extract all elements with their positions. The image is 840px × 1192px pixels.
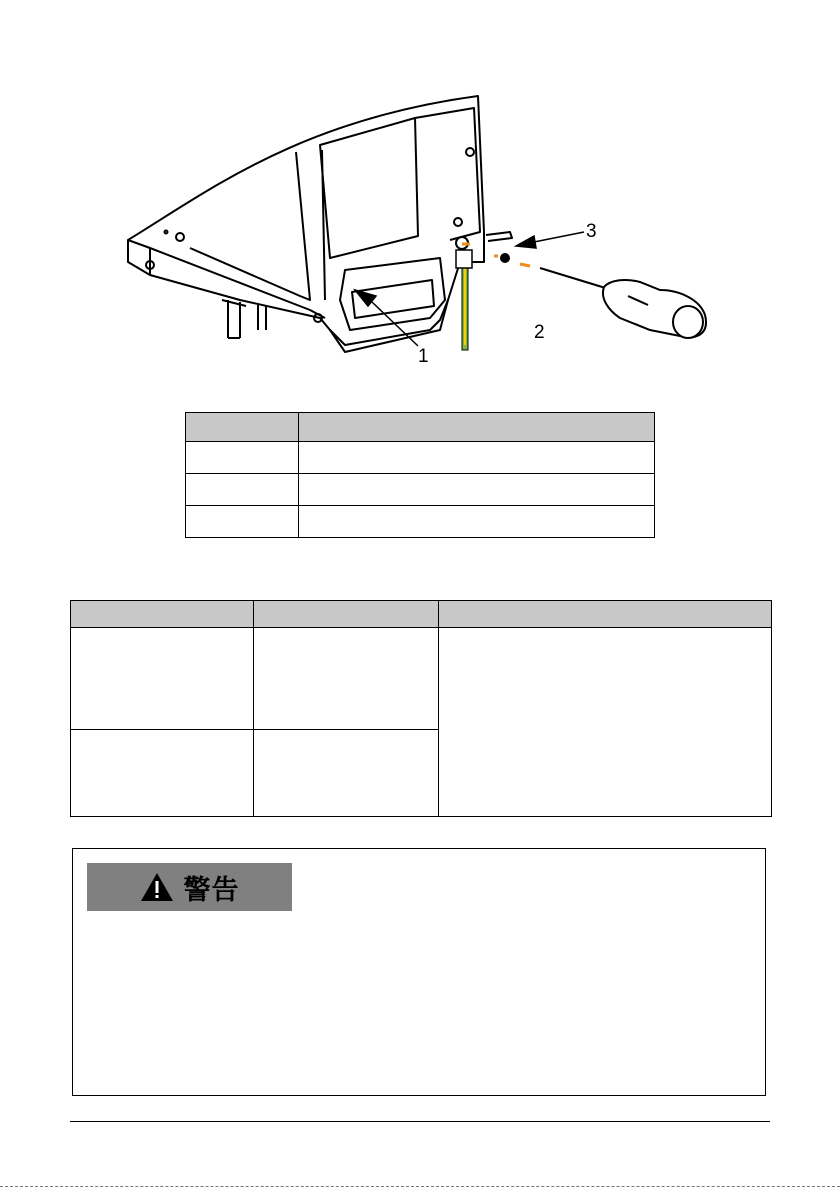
screw-part (500, 253, 510, 263)
page-edge-dashed-line (0, 1186, 840, 1187)
callout-1: 1 (418, 346, 429, 367)
parts-legend-table (185, 412, 655, 538)
table-cell (299, 506, 655, 538)
table-row (71, 628, 772, 730)
table-cell (186, 506, 299, 538)
header-cell (254, 601, 439, 628)
table-cell (299, 474, 655, 506)
table-cell (254, 730, 439, 817)
warning-label: 警告 (183, 874, 240, 906)
table-cell (186, 474, 299, 506)
header-cell (439, 601, 772, 628)
table-row (186, 474, 655, 506)
table-header-row (186, 413, 655, 442)
table-cell (186, 442, 299, 474)
table-row (186, 506, 655, 538)
table-cell (299, 442, 655, 474)
callout-2: 2 (534, 322, 545, 343)
ground-wire (456, 250, 472, 350)
screwdriver (540, 268, 706, 338)
installation-figure (0, 0, 840, 400)
specification-table (70, 600, 772, 817)
table-cell (71, 628, 254, 730)
camera-bracket-drawing (128, 96, 512, 352)
table-cell-merged (439, 628, 772, 817)
table-cell (254, 628, 439, 730)
warning-box (72, 848, 766, 1096)
footer-rule (70, 1121, 770, 1122)
callout-3: 3 (586, 221, 597, 242)
warning-triangle-icon (140, 872, 174, 902)
table-cell (71, 730, 254, 817)
table-header-row (71, 601, 772, 628)
header-cell-no (186, 413, 299, 442)
header-cell (71, 601, 254, 628)
table-row (186, 442, 655, 474)
header-cell-description (299, 413, 655, 442)
warning-banner (87, 863, 292, 911)
